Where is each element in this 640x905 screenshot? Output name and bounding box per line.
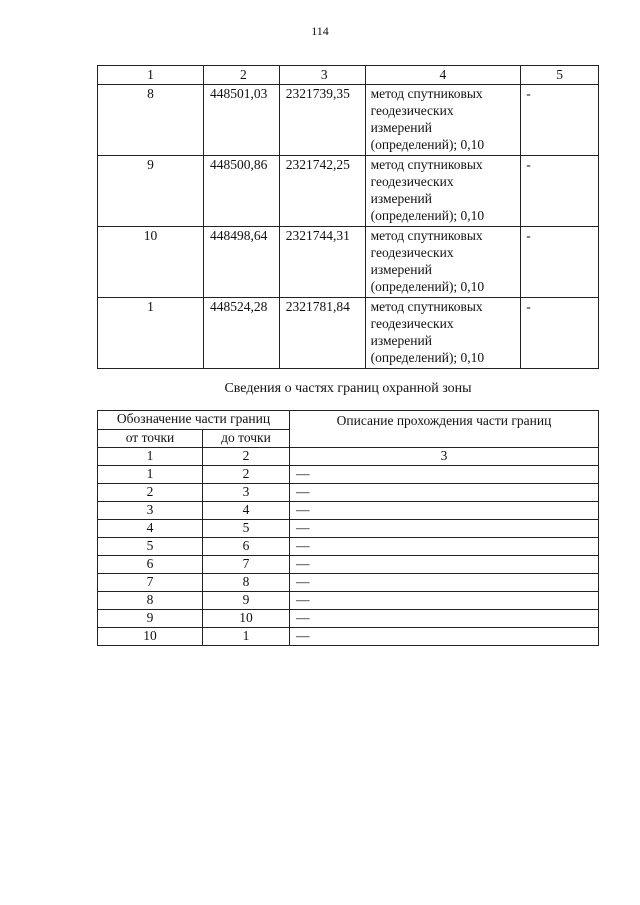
column-number: 4 xyxy=(365,66,521,85)
note-cell: - xyxy=(521,156,599,227)
table-row xyxy=(98,85,599,156)
to-point-cell: 8 xyxy=(203,574,290,592)
column-number: 2 xyxy=(203,448,290,466)
table-row xyxy=(98,484,599,502)
y-coordinate-cell: 2321742,25 xyxy=(279,156,365,227)
column-number: 3 xyxy=(290,448,599,466)
page-number: 114 xyxy=(311,24,329,38)
x-coordinate-cell: 448524,28 xyxy=(204,298,280,369)
coordinates-table xyxy=(97,65,599,369)
column-number: 1 xyxy=(98,448,203,466)
to-point-cell: 2 xyxy=(203,466,290,484)
method-cell: метод спутниковых геодезических измерений (определений); 0,10 xyxy=(365,227,521,298)
x-coordinate-cell: 448500,86 xyxy=(204,156,280,227)
table-row xyxy=(98,298,599,369)
to-point-cell: 9 xyxy=(203,592,290,610)
to-point-cell: 7 xyxy=(203,556,290,574)
table-row xyxy=(98,156,599,227)
group-header: Обозначение части границ xyxy=(98,411,290,430)
from-point-cell: 2 xyxy=(98,484,203,502)
table-row xyxy=(98,227,599,298)
to-point-cell: 6 xyxy=(203,538,290,556)
point-cell: 8 xyxy=(98,85,204,156)
table-row xyxy=(98,502,599,520)
table-row xyxy=(98,538,599,556)
from-point-cell: 3 xyxy=(98,502,203,520)
from-point-cell: 7 xyxy=(98,574,203,592)
from-point-cell: 4 xyxy=(98,520,203,538)
table-row xyxy=(98,520,599,538)
point-cell: 1 xyxy=(98,298,204,369)
column-number: 2 xyxy=(204,66,280,85)
to-point-cell: 5 xyxy=(203,520,290,538)
x-coordinate-cell: 448501,03 xyxy=(204,85,280,156)
table-row xyxy=(98,556,599,574)
description-cell: — xyxy=(290,556,599,574)
table-header-row xyxy=(98,411,599,430)
y-coordinate-cell: 2321739,35 xyxy=(279,85,365,156)
from-point-cell: 6 xyxy=(98,556,203,574)
table-row xyxy=(98,628,599,646)
table-row xyxy=(98,574,599,592)
method-cell: метод спутниковых геодезических измерений (определений); 0,10 xyxy=(365,156,521,227)
note-cell: - xyxy=(521,227,599,298)
method-cell: метод спутниковых геодезических измерений (определений); 0,10 xyxy=(365,298,521,369)
from-point-cell: 8 xyxy=(98,592,203,610)
description-cell: — xyxy=(290,466,599,484)
table-row xyxy=(98,592,599,610)
table-numbering-row xyxy=(98,448,599,466)
to-point-cell: 4 xyxy=(203,502,290,520)
y-coordinate-cell: 2321744,31 xyxy=(279,227,365,298)
from-point-cell: 1 xyxy=(98,466,203,484)
to-point-cell: 10 xyxy=(203,610,290,628)
table-header-row xyxy=(98,66,599,85)
description-cell: — xyxy=(290,628,599,646)
description-cell: — xyxy=(290,610,599,628)
column-number: 5 xyxy=(521,66,599,85)
from-point-header: от точки xyxy=(98,430,203,448)
point-cell: 10 xyxy=(98,227,204,298)
method-cell: метод спутниковых геодезических измерений (определений); 0,10 xyxy=(365,85,521,156)
table-row xyxy=(98,610,599,628)
column-number: 1 xyxy=(98,66,204,85)
section-title: Сведения о частях границ охранной зоны xyxy=(224,381,472,396)
to-point-header: до точки xyxy=(203,430,290,448)
to-point-cell: 1 xyxy=(203,628,290,646)
to-point-cell: 3 xyxy=(203,484,290,502)
boundary-parts-table xyxy=(97,410,599,646)
from-point-cell: 9 xyxy=(98,610,203,628)
note-cell: - xyxy=(521,298,599,369)
from-point-cell: 10 xyxy=(98,628,203,646)
table-row xyxy=(98,466,599,484)
x-coordinate-cell: 448498,64 xyxy=(204,227,280,298)
description-header: Описание прохождения части границ xyxy=(290,411,599,448)
column-number: 3 xyxy=(279,66,365,85)
from-point-cell: 5 xyxy=(98,538,203,556)
y-coordinate-cell: 2321781,84 xyxy=(279,298,365,369)
description-cell: — xyxy=(290,484,599,502)
note-cell: - xyxy=(521,85,599,156)
description-cell: — xyxy=(290,574,599,592)
point-cell: 9 xyxy=(98,156,204,227)
description-cell: — xyxy=(290,502,599,520)
description-cell: — xyxy=(290,592,599,610)
description-cell: — xyxy=(290,538,599,556)
description-cell: — xyxy=(290,520,599,538)
